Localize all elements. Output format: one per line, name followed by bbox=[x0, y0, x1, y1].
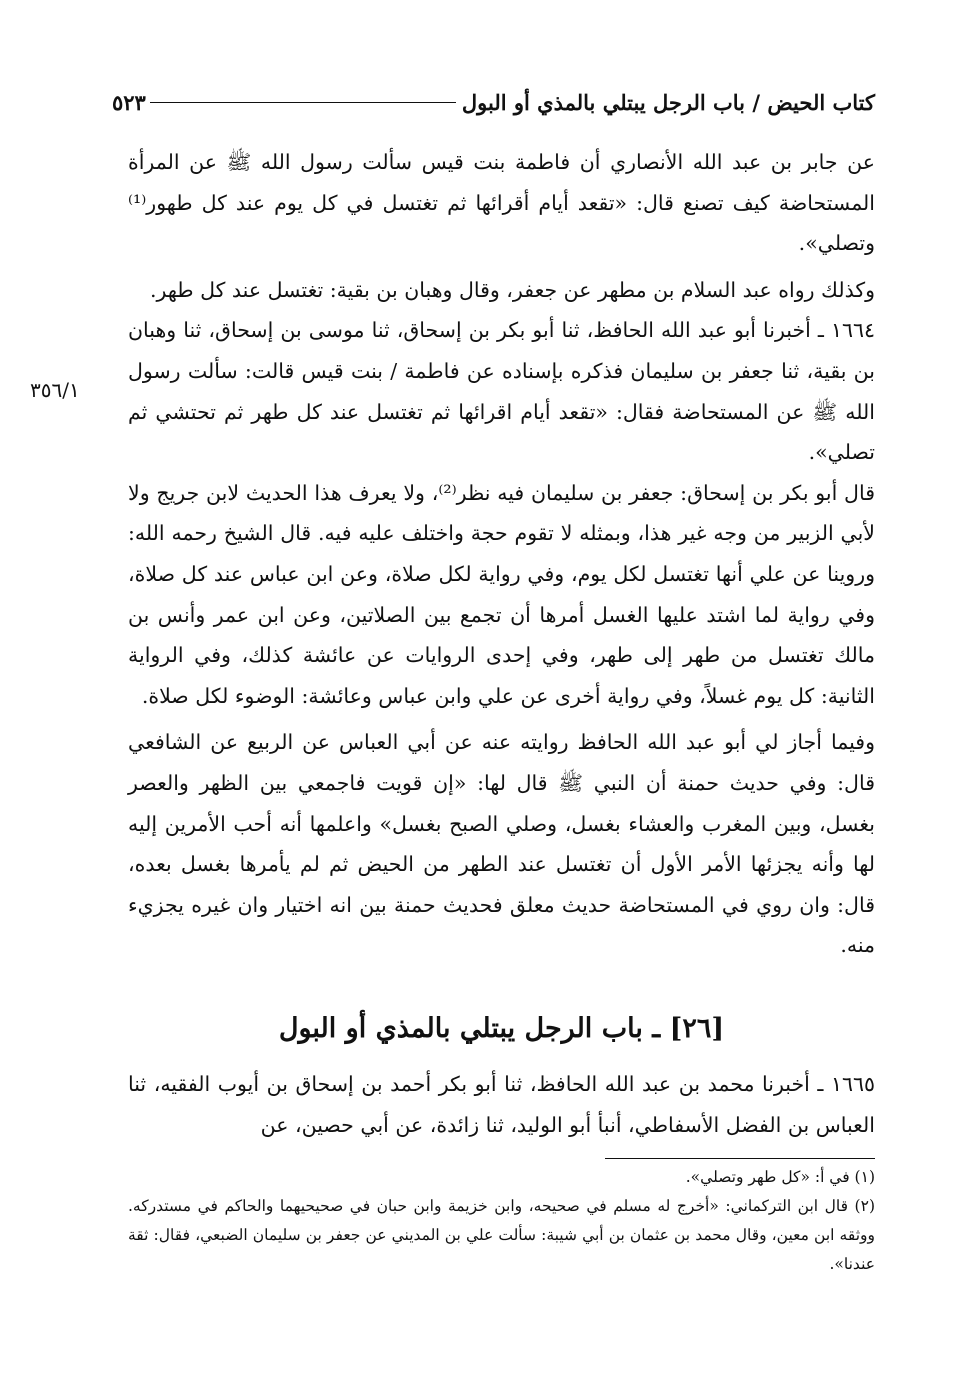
footnote: (٢) قال ابن التركماني: «أخرج له مسلم في صحيحه، وابن خزيمة وابن حبان في صحيحيهما والحاكم في مستدركه. ووثقه ابن معين، وقال محمد بن عثمان بن أبي شيبة: سألت علي بن المديني عن جعفر بن سليمان الضبعي، فقال: ثقة عندنا». bbox=[128, 1197, 875, 1273]
running-title: كتاب الحيض / باب الرجل يبتلي بالمذي أو البول bbox=[461, 89, 875, 115]
margin-reference: ٣٥٦/١ bbox=[30, 378, 80, 402]
footnote-rule bbox=[605, 1158, 875, 1159]
header-rule bbox=[150, 102, 456, 103]
paragraph: قال أبو بكر بن إسحاق: جعفر بن سليمان فيه نظر⁽²⁾، ولا يعرف هذا الحديث لابن جريج ولا لأبي الزبير من وجه غير هذا، وبمثله لا تقوم حجة واختلف عليه فيه. قال الشيخ رحمه الله: وروينا عن علي أنها تغتسل لكل يوم، وفي رواية لكل صلاة، وعن ابن عباس عند كل صلاة، وفي رواية لما اشتد عليها الغسل أمرها أن تجمع بين الصلاتين، وعن ابن عمر وأنس بن مالك تغتسل من طهر إلى طهر، وفي إحدى الروايات عن عائشة كذلك، وفي الرواية الثانية: كل يوم غسلاً، وفي رواية أخرى عن علي وابن عباس وعائشة: الوضوء لكل صلاة. bbox=[128, 480, 875, 708]
hadith-paragraph: ١٦٦٥ ـ أخبرنا محمد بن عبد الله الحافظ، ثنا أبو بكر أحمد بن إسحاق بن أيوب الفقيه، ثنا العباس بن الفضل الأسفاطي، أنبأ أبو الوليد، ثنا زائدة، عن أبي حصين، عن bbox=[128, 1072, 875, 1137]
paragraph: عن جابر بن عبد الله الأنصاري أن فاطمة بنت قيس سألت رسول الله ﷺ عن المرأة المستحاضة كيف تصنع قال: «تقعد أيام أقرائها ثم تغتسل في كل يوم عند كل طهور⁽¹⁾ وتصلي». bbox=[128, 150, 875, 256]
section-text bbox=[128, 1064, 875, 1145]
paragraph: وفيما أجاز لي أبو عبد الله الحافظ روايته عنه عن أبي العباس عن الربيع عن الشافعي قال: وفي حديث حمنة أن النبي ﷺ قال لها: «إن قويت فاجمعي بين الظهر والعصر بغسل، وبين المغرب والعشاء بغسل، وصلي الصبح بغسل» واعلمها أنه أحب الأمرين إليه لها وأنه يجزئها الأمر الأول أن تغتسل عند الطهر من الحيض ثم لم يأمرها بغسل بعده، قال: وان روي في المستحاضة حديث معلق فحديث حمنة بين انه اختيار وان غيره يجزيء منه. bbox=[128, 730, 876, 958]
page-number: ٥٢٣ bbox=[112, 89, 146, 115]
page-header bbox=[112, 82, 875, 122]
hadith-paragraph: ١٦٦٤ ـ أخبرنا أبو عبد الله الحافظ، ثنا أبو بكر بن إسحاق، ثنا موسى بن إسحاق، ثنا وهبان بن بقية، ثنا جعفر بن سليمان فذكره بإسناده عن فاطمة / بنت قيس قالت: سألت رسول الله ﷺ عن المستحاضة فقال: «تقعد أيام اقرائها ثم تغتسل عند كل طهر ثم تحتشي ثم تصلي». bbox=[128, 318, 875, 465]
section-heading: [٢٦] ـ باب الرجل يبتلي بالمذي أو البول bbox=[278, 1013, 725, 1044]
main-text bbox=[128, 142, 875, 966]
paragraph: وكذلك رواه عبد السلام بن مطهر عن جعفر، وقال وهبان بن بقية: تغتسل عند كل طهر. bbox=[150, 277, 875, 302]
footnote: (١) في أ: «كل طهر وتصلي». bbox=[685, 1168, 875, 1186]
footnotes bbox=[128, 1163, 875, 1279]
